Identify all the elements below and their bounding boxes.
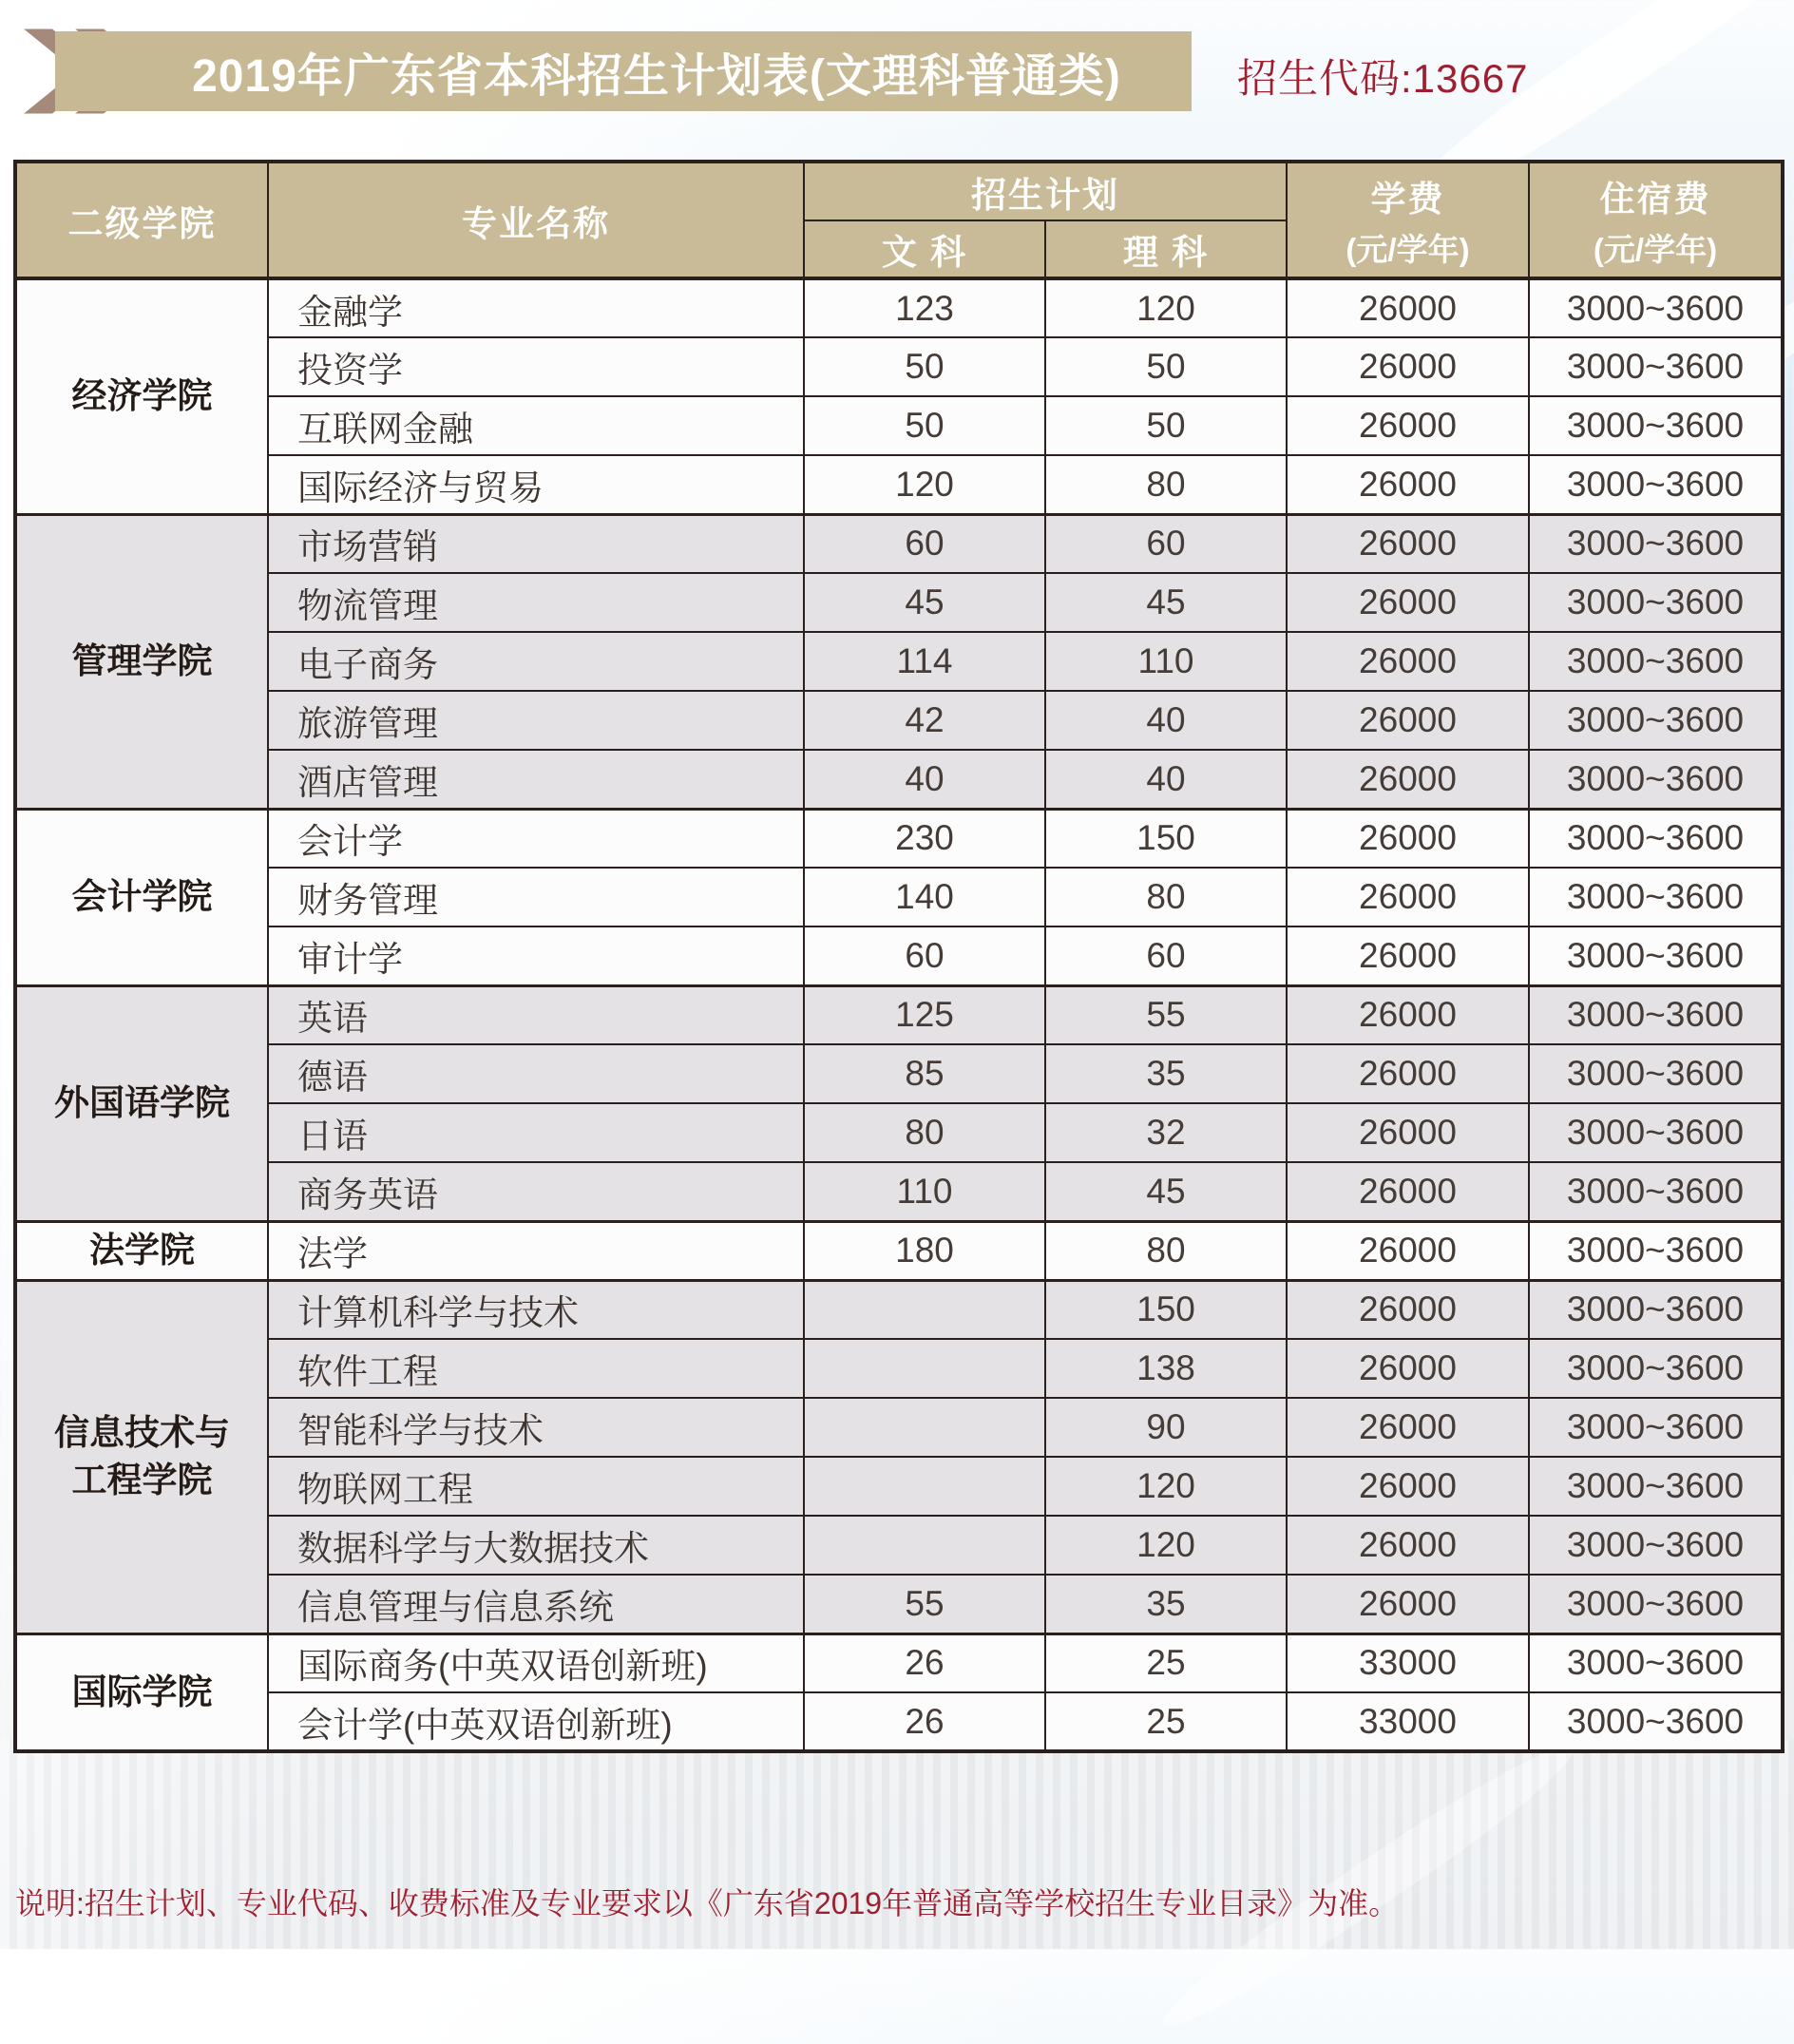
major-cell: 财务管理 — [268, 868, 804, 926]
table-row — [15, 337, 1783, 396]
major-cell: 国际商务(中英双语创新班) — [268, 1633, 804, 1692]
major-cell: 日语 — [268, 1103, 804, 1162]
science-count-cell: 60 — [1045, 926, 1287, 985]
major-cell: 德语 — [268, 1044, 804, 1103]
table-row — [15, 1339, 1783, 1398]
table-row — [15, 514, 1783, 573]
table-row — [15, 455, 1783, 514]
dorm-fee-cell: 3000~3600 — [1529, 514, 1783, 573]
title-banner — [55, 31, 1192, 111]
tuition-cell: 26000 — [1287, 1280, 1529, 1339]
arts-count-cell: 40 — [804, 750, 1045, 809]
arts-count-cell: 85 — [804, 1044, 1045, 1103]
science-count-cell: 90 — [1045, 1398, 1287, 1457]
arts-count-cell: 45 — [804, 573, 1045, 632]
major-cell: 信息管理与信息系统 — [268, 1575, 804, 1633]
arts-count-cell: 55 — [804, 1575, 1045, 1633]
dorm-fee-cell: 3000~3600 — [1529, 1221, 1783, 1280]
science-count-cell: 40 — [1045, 750, 1287, 809]
science-count-cell: 35 — [1045, 1044, 1287, 1103]
science-column-header: 理 科 — [1045, 220, 1287, 278]
dorm-fee-cell: 3000~3600 — [1529, 691, 1783, 750]
major-cell: 投资学 — [268, 337, 804, 396]
science-count-cell: 80 — [1045, 1221, 1287, 1280]
table-row — [15, 868, 1783, 926]
major-cell: 市场营销 — [268, 514, 804, 573]
dorm-fee-cell: 3000~3600 — [1529, 1162, 1783, 1221]
science-count-cell: 60 — [1045, 514, 1287, 573]
dorm-fee-cell: 3000~3600 — [1529, 868, 1783, 926]
tuition-cell: 26000 — [1287, 632, 1529, 691]
table-row — [15, 1575, 1783, 1633]
college-cell: 外国语学院 — [15, 985, 268, 1221]
arts-count-cell: 125 — [804, 985, 1045, 1044]
college-cell: 经济学院 — [15, 278, 268, 514]
major-cell: 会计学 — [268, 809, 804, 868]
arts-count-cell — [804, 1339, 1045, 1398]
arts-count-cell — [804, 1457, 1045, 1516]
major-cell: 会计学(中英双语创新班) — [268, 1692, 804, 1751]
dorm-fee-cell: 3000~3600 — [1529, 455, 1783, 514]
table-row — [15, 1103, 1783, 1162]
college-column-header: 二级学院 — [15, 162, 268, 278]
major-cell: 电子商务 — [268, 632, 804, 691]
table-row — [15, 278, 1783, 337]
tuition-header-line2: (元/学年) — [1346, 232, 1470, 267]
dorm-fee-cell: 3000~3600 — [1529, 573, 1783, 632]
dorm-fee-cell: 3000~3600 — [1529, 1575, 1783, 1633]
tuition-cell: 26000 — [1287, 1575, 1529, 1633]
tuition-cell: 26000 — [1287, 455, 1529, 514]
dorm-fee-cell: 3000~3600 — [1529, 278, 1783, 337]
science-count-cell: 55 — [1045, 985, 1287, 1044]
major-cell: 计算机科学与技术 — [268, 1280, 804, 1339]
science-count-cell: 50 — [1045, 337, 1287, 396]
arts-column-header: 文 科 — [804, 220, 1045, 278]
major-cell: 酒店管理 — [268, 750, 804, 809]
arts-count-cell: 140 — [804, 868, 1045, 926]
college-cell: 会计学院 — [15, 809, 268, 985]
major-cell: 物联网工程 — [268, 1457, 804, 1516]
table-row — [15, 691, 1783, 750]
arts-count-cell: 180 — [804, 1221, 1045, 1280]
science-count-cell: 80 — [1045, 868, 1287, 926]
science-count-cell: 45 — [1045, 573, 1287, 632]
major-cell: 金融学 — [268, 278, 804, 337]
dorm-fee-cell: 3000~3600 — [1529, 632, 1783, 691]
science-count-cell: 150 — [1045, 1280, 1287, 1339]
college-cell: 国际学院 — [15, 1633, 268, 1751]
table-row — [15, 1221, 1783, 1280]
dorm-fee-cell: 3000~3600 — [1529, 809, 1783, 868]
tuition-cell: 26000 — [1287, 1221, 1529, 1280]
dorm-fee-cell: 3000~3600 — [1529, 1280, 1783, 1339]
science-count-cell: 50 — [1045, 396, 1287, 455]
arts-count-cell: 120 — [804, 455, 1045, 514]
science-count-cell: 45 — [1045, 1162, 1287, 1221]
tuition-cell: 26000 — [1287, 1044, 1529, 1103]
table-row — [15, 1633, 1783, 1692]
science-count-cell: 120 — [1045, 1457, 1287, 1516]
arts-count-cell — [804, 1280, 1045, 1339]
arts-count-cell: 80 — [804, 1103, 1045, 1162]
footnote: 说明:招生计划、专业代码、收费标准及专业要求以《广东省2019年普通高等学校招生专业目录》为准。 — [15, 1886, 1400, 1920]
major-cell: 审计学 — [268, 926, 804, 985]
major-column-header: 专业名称 — [268, 162, 804, 278]
table-row — [15, 1398, 1783, 1457]
tuition-header-line1: 学费 — [1370, 180, 1445, 219]
tuition-cell: 26000 — [1287, 809, 1529, 868]
tuition-cell: 26000 — [1287, 278, 1529, 337]
dorm-fee-cell: 3000~3600 — [1529, 1339, 1783, 1398]
arts-count-cell: 114 — [804, 632, 1045, 691]
dorm-fee-cell: 3000~3600 — [1529, 1457, 1783, 1516]
tuition-cell: 26000 — [1287, 1103, 1529, 1162]
arts-count-cell: 110 — [804, 1162, 1045, 1221]
major-cell: 软件工程 — [268, 1339, 804, 1398]
arts-count-cell: 50 — [804, 337, 1045, 396]
tuition-cell: 26000 — [1287, 1162, 1529, 1221]
dorm-fee-cell: 3000~3600 — [1529, 1692, 1783, 1751]
tuition-cell: 33000 — [1287, 1633, 1529, 1692]
arts-count-cell: 26 — [804, 1692, 1045, 1751]
science-count-cell: 80 — [1045, 455, 1287, 514]
science-count-cell: 25 — [1045, 1633, 1287, 1692]
arts-count-cell — [804, 1516, 1045, 1575]
science-count-cell: 150 — [1045, 809, 1287, 868]
dorm-fee-cell: 3000~3600 — [1529, 926, 1783, 985]
table-row — [15, 573, 1783, 632]
table-row — [15, 396, 1783, 455]
tuition-cell: 26000 — [1287, 396, 1529, 455]
major-cell: 数据科学与大数据技术 — [268, 1516, 804, 1575]
science-count-cell: 40 — [1045, 691, 1287, 750]
tuition-cell: 26000 — [1287, 573, 1529, 632]
science-count-cell: 120 — [1045, 278, 1287, 337]
arts-count-cell: 230 — [804, 809, 1045, 868]
table-row — [15, 985, 1783, 1044]
dorm-fee-cell: 3000~3600 — [1529, 1044, 1783, 1103]
major-cell: 商务英语 — [268, 1162, 804, 1221]
plan-column-header: 招生计划 — [804, 162, 1287, 220]
college-cell: 信息技术与工程学院 — [15, 1280, 268, 1633]
major-cell: 英语 — [268, 985, 804, 1044]
tuition-cell: 26000 — [1287, 1339, 1529, 1398]
arts-count-cell: 50 — [804, 396, 1045, 455]
table-row — [15, 926, 1783, 985]
dorm-fee-cell: 3000~3600 — [1529, 1103, 1783, 1162]
science-count-cell: 32 — [1045, 1103, 1287, 1162]
science-count-cell: 138 — [1045, 1339, 1287, 1398]
dorm-fee-cell: 3000~3600 — [1529, 1633, 1783, 1692]
tuition-cell: 26000 — [1287, 868, 1529, 926]
table-row — [15, 1044, 1783, 1103]
arts-count-cell: 26 — [804, 1633, 1045, 1692]
major-cell: 智能科学与技术 — [268, 1398, 804, 1457]
major-cell: 法学 — [268, 1221, 804, 1280]
arts-count-cell: 42 — [804, 691, 1045, 750]
table-row — [15, 750, 1783, 809]
college-cell: 法学院 — [15, 1221, 268, 1280]
dorm-column-header — [1529, 162, 1783, 278]
arts-count-cell — [804, 1398, 1045, 1457]
college-cell: 管理学院 — [15, 514, 268, 809]
major-cell: 国际经济与贸易 — [268, 455, 804, 514]
table-row — [15, 1516, 1783, 1575]
science-count-cell: 110 — [1045, 632, 1287, 691]
arts-count-cell: 60 — [804, 926, 1045, 985]
science-count-cell: 25 — [1045, 1692, 1287, 1751]
table-row — [15, 1280, 1783, 1339]
dorm-fee-cell: 3000~3600 — [1529, 1398, 1783, 1457]
table-row — [15, 809, 1783, 868]
tuition-cell: 33000 — [1287, 1692, 1529, 1751]
major-cell: 互联网金融 — [268, 396, 804, 455]
page-title: 2019年广东省本科招生计划表(文理科普通类) — [192, 50, 1121, 102]
dorm-fee-cell: 3000~3600 — [1529, 750, 1783, 809]
science-count-cell: 35 — [1045, 1575, 1287, 1633]
science-count-cell: 120 — [1045, 1516, 1287, 1575]
table-row — [15, 1457, 1783, 1516]
dorm-fee-cell: 3000~3600 — [1529, 985, 1783, 1044]
dorm-fee-cell: 3000~3600 — [1529, 337, 1783, 396]
tuition-cell: 26000 — [1287, 514, 1529, 573]
table-header — [15, 162, 1783, 278]
tuition-cell: 26000 — [1287, 691, 1529, 750]
dorm-fee-cell: 3000~3600 — [1529, 396, 1783, 455]
tuition-cell: 26000 — [1287, 926, 1529, 985]
major-cell: 旅游管理 — [268, 691, 804, 750]
arts-count-cell: 60 — [804, 514, 1045, 573]
dorm-header-line2: (元/学年) — [1593, 232, 1718, 267]
table-row — [15, 1162, 1783, 1221]
tuition-cell: 26000 — [1287, 337, 1529, 396]
tuition-cell: 26000 — [1287, 1398, 1529, 1457]
major-cell: 物流管理 — [268, 573, 804, 632]
table-row — [15, 632, 1783, 691]
admission-plan-table — [13, 160, 1784, 1753]
tuition-cell: 26000 — [1287, 985, 1529, 1044]
tuition-cell: 26000 — [1287, 750, 1529, 809]
tuition-cell: 26000 — [1287, 1457, 1529, 1516]
tuition-cell: 26000 — [1287, 1516, 1529, 1575]
admission-code-label: 招生代码:13667 — [1237, 56, 1529, 101]
dorm-header-line1: 住宿费 — [1599, 180, 1711, 219]
tuition-column-header — [1287, 162, 1529, 278]
dorm-fee-cell: 3000~3600 — [1529, 1516, 1783, 1575]
arts-count-cell: 123 — [804, 278, 1045, 337]
header-row-1 — [15, 162, 1783, 220]
table-row — [15, 1692, 1783, 1751]
